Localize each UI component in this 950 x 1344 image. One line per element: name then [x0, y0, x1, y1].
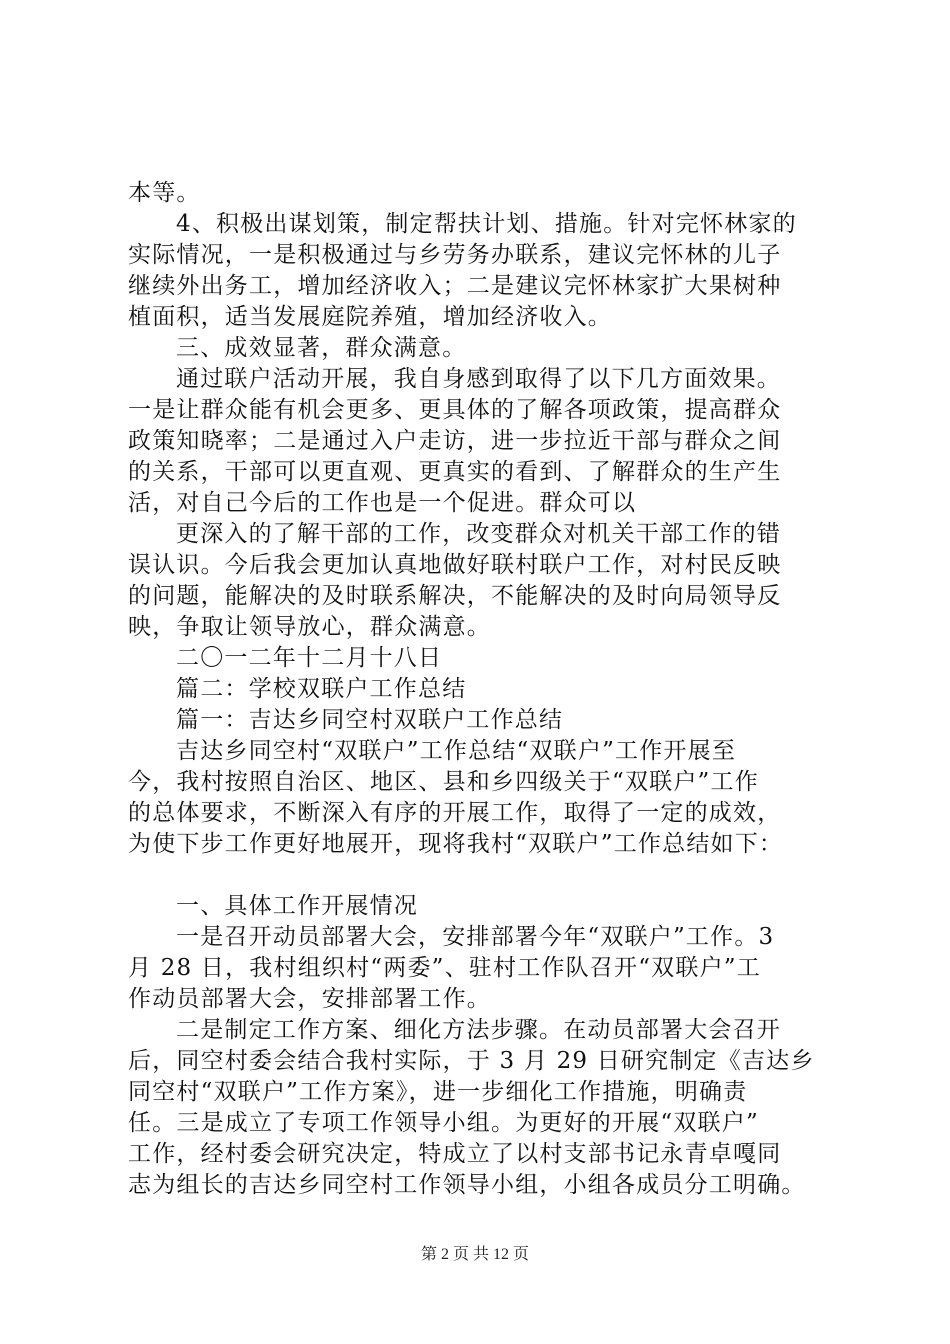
- text-line: 更深入的了解干部的工作，改变群众对机关干部工作的错: [176, 521, 781, 547]
- text-line: 同空村“双联户”工作方案》，进一步细化工作措施，明确责: [128, 1079, 748, 1105]
- text-line: 4、积极出谋划策，制定帮扶计划、措施。针对完怀林家的: [176, 211, 797, 237]
- text-line: 工作，经村委会研究决定，特成立了以村支部书记永青卓嘎同: [128, 1141, 782, 1167]
- text-line: 吉达乡同空村“双联户”工作总结“双联户”工作开展至: [176, 738, 737, 764]
- text-line: 二是制定工作方案、细化方法步骤。在动员部署大会召开: [176, 1017, 781, 1043]
- text-line: 本等。: [128, 180, 201, 206]
- text-line: 一是召开动员部署大会，安排部署今年“双联户”工作。3: [176, 924, 775, 950]
- text-line: 今，我村按照自治区、地区、县和乡四级关于“双联户”工作: [128, 769, 759, 795]
- text-line: 后，同空村委会结合我村实际，于 3 月 29 日研究制定《吉达乡: [128, 1048, 815, 1074]
- text-line: 的问题，能解决的及时联系解决，不能解决的及时向局领导反: [128, 583, 782, 609]
- article-title: 篇一：吉达乡同空村双联户工作总结: [176, 707, 564, 733]
- text-line: 的总体要求，不断深入有序的开展工作，取得了一定的成效，: [128, 800, 782, 826]
- page-footer: 第 2 页 共 12 页: [420, 1246, 529, 1263]
- text-line: 误认识。今后我会更加认真地做好联村联户工作，对村民反映: [128, 552, 782, 578]
- text-line: 一是让群众能有机会更多、更具体的了解各项政策，提高群众: [128, 397, 782, 423]
- section-heading: 一、具体工作开展情况: [176, 893, 418, 919]
- text-line: 实际情况，一是积极通过与乡劳务办联系，建议完怀林的儿子: [128, 242, 782, 268]
- article-title: 篇二：学校双联户工作总结: [176, 676, 467, 702]
- text-line: 植面积，适当发展庭院养殖，增加经济收入。: [128, 304, 612, 330]
- text-line: 任。三是成立了专项工作领导小组。为更好的开展“双联户”: [128, 1110, 759, 1136]
- text-line: 政策知晓率；二是通过入户走访，进一步拉近干部与群众之间: [128, 428, 782, 454]
- text-line: 映，争取让领导放心，群众满意。: [128, 614, 491, 640]
- text-line: 为使下步工作更好地展开，现将我村“双联户”工作总结如下：: [128, 831, 784, 857]
- section-heading: 三、成效显著，群众满意。: [176, 335, 467, 361]
- date-line: 二〇一二年十二月十八日: [176, 645, 443, 671]
- text-line: 的关系，干部可以更直观、更真实的看到、了解群众的生产生: [128, 459, 782, 485]
- text-line: 继续外出务工，增加经济收入；二是建议完怀林家扩大果树种: [128, 273, 782, 299]
- text-line: 作动员部署大会，安排部署工作。: [128, 986, 491, 1012]
- text-line: 通过联户活动开展，我自身感到取得了以下几方面效果。: [176, 366, 781, 392]
- text-line: 月 28 日，我村组织村“两委”、驻村工作队召开“双联户”工: [128, 955, 761, 981]
- text-line: 志为组长的吉达乡同空村工作领导小组，小组各成员分工明确。: [128, 1172, 806, 1198]
- text-line: 活，对自己今后的工作也是一个促进。群众可以: [128, 490, 637, 516]
